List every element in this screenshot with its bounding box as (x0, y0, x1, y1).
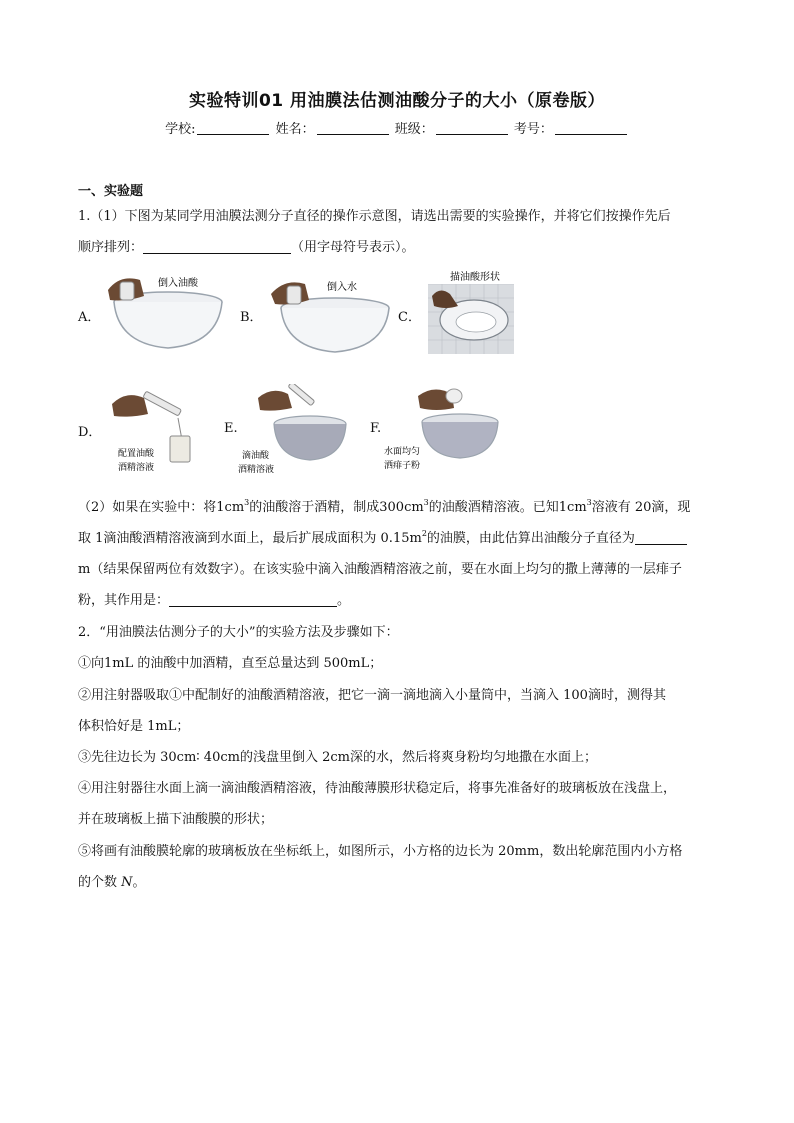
exam-no-label: 考号： (513, 122, 553, 137)
figure-f-caption-2: 洒痱子粉 (384, 461, 421, 471)
q1-part2-line2: 取 1滴油酸酒精溶液滴到水面上，最后扩展成面积为 $0.15m^2$的油膜，由此估算出油酸分子直径为 (78, 524, 738, 554)
diameter-answer-blank[interactable] (635, 530, 687, 545)
q2-step1: ①向1mL 的油酸中加酒精，直至总量达到 500mL； (78, 656, 383, 671)
figure-b-letter: B． (240, 310, 263, 325)
variable-n: N (121, 875, 133, 890)
figure-a-caption: 倒入油酸 (158, 278, 198, 289)
q2-step4-line1: ④用注射器往水面上滴一滴油酸酒精溶液，待油酸薄膜形状稳定后，将事先准备好的玻璃板放在浅盘上， (78, 781, 677, 796)
figure-b-pour-water (265, 276, 393, 356)
page-title: 实验特训01 用油膜法估测油酸分子的大小（原卷版） (188, 91, 606, 111)
figure-d-caption-2: 酒精溶液 (118, 463, 155, 473)
figure-e-caption-1: 滴油酸 (242, 451, 270, 461)
figure-a-pour-oil (100, 270, 228, 354)
figure-d-letter: D． (78, 425, 102, 440)
section-heading: 一、实验题 (78, 184, 144, 199)
q2-intro: 2．“用油膜法估测分子的大小”的实验方法及步骤如下： (78, 625, 399, 640)
powder-purpose-blank[interactable] (169, 592, 337, 607)
figure-e-drip-solution (238, 384, 348, 478)
q1-line2-prefix: 顺序排列： (78, 240, 144, 255)
q1-line2-suffix: （用字母符号表示）。 (291, 240, 415, 255)
q2-step5-line2: 的个数 N。 (78, 875, 146, 890)
q2-step4-line2: 并在玻璃板上描下油酸膜的形状； (78, 812, 274, 827)
q1-part2-line4: 粉，其作用是： 。 (78, 593, 351, 608)
class-blank[interactable] (436, 122, 508, 135)
name-blank[interactable] (317, 122, 389, 135)
figure-b-caption: 倒入水 (327, 282, 357, 293)
q2-step5-line1: ⑤将画有油酸膜轮廓的玻璃板放在坐标纸上，如图所示，小方格的边长为 20mm，数出轮廓范围内小方格 (78, 844, 683, 859)
figure-c-trace-shape (428, 270, 514, 354)
figure-f-caption-1: 水面均匀 (384, 447, 421, 457)
q1-answer-blank[interactable] (143, 239, 291, 254)
figure-f-sprinkle-powder (382, 384, 500, 478)
name-label: 姓名： (275, 122, 315, 137)
school-blank[interactable] (197, 122, 269, 135)
exam-no-blank[interactable] (555, 122, 627, 135)
figure-a-letter: A． (78, 310, 101, 325)
q2-step2-line1: ②用注射器吸取①中配制好的油酸酒精溶液，把它一滴一滴地滴入小量筒中，当滴入 100滴时，测得其 (78, 688, 666, 703)
student-info-line (0, 118, 794, 137)
class-label: 班级： (394, 122, 434, 137)
figure-e-caption-2: 酒精溶液 (238, 465, 275, 475)
figure-e-letter: E. (224, 421, 238, 436)
q1-line1: 1.（1）下图为某同学用油膜法测分子直径的操作示意图，请选出需要的实验操作，并将它们按操作先后 (78, 209, 671, 224)
q1-part2-line3: m（结果保留两位有效数字）。在该实验中滴入油酸酒精溶液之前，要在水面上均匀的撒上薄薄的一层痱子 (78, 562, 682, 577)
q2-step2-line2: 体积恰好是 1mL； (78, 719, 190, 734)
school-label: 学校: (165, 122, 196, 137)
figure-c-caption: 描油酸形状 (450, 272, 500, 283)
q1-line2 (78, 233, 728, 263)
figure-d-prepare-solution (108, 384, 208, 478)
figure-c-letter: C． (398, 310, 421, 325)
q2-step3: ③先往边长为 30cm∶ 40cm的浅盘里倒入 2cm深的水，然后将爽身粉均匀地撒在水面上； (78, 750, 597, 765)
figure-f-letter: F. (370, 421, 382, 436)
q1-part2-line1: （2）如果在实验中：将$1cm^3$的油酸溶于酒精，制成$300cm^3$的油酸酒精溶液。已知$1cm^3$溶液有 20滴，现 (78, 498, 691, 515)
figure-d-caption-1: 配置油酸 (118, 449, 155, 459)
